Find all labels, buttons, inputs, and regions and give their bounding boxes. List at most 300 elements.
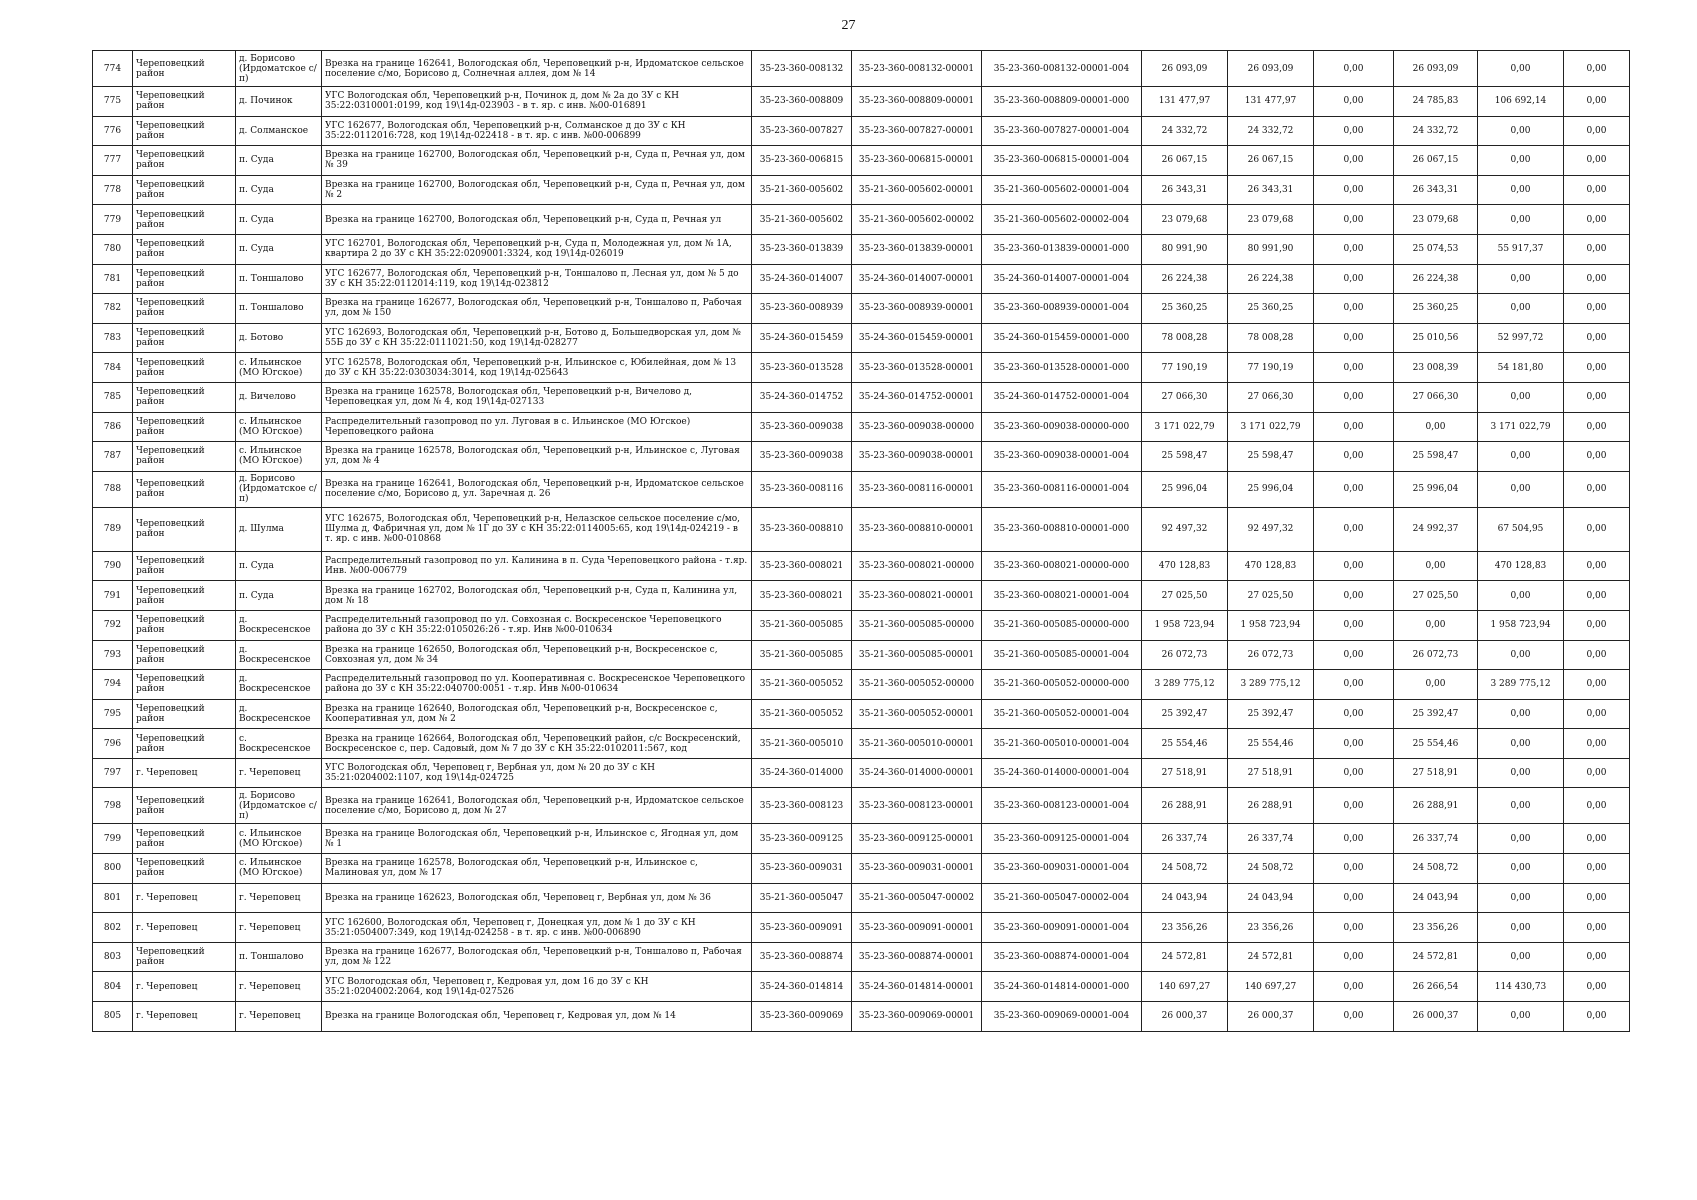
value-4-cell: 25 010,56 (1394, 323, 1478, 353)
object-code-cell: 35-24-360-014814 (752, 972, 852, 1002)
table-row (93, 146, 1630, 176)
object-code-cell: 35-23-360-008132 (752, 51, 852, 87)
locality-cell: д. Борисово (Ирдоматское с/п) (236, 51, 322, 87)
value-1-cell: 131 477,97 (1142, 87, 1228, 117)
table-row (93, 412, 1630, 442)
element-code-cell: 35-23-360-008021-00001-004 (982, 581, 1142, 611)
description-cell: УГС Вологодская обл, Череповецкий р-н, Починок д, дом № 2а до ЗУ с КН 35:22:0310001:0199, код 19\14д-023903 - в т. яр. с инв. №00-016891 (322, 87, 752, 117)
value-3-cell: 0,00 (1314, 699, 1394, 729)
district-cell: Череповецкий район (133, 234, 236, 264)
value-1-cell: 25 598,47 (1142, 442, 1228, 472)
object-code-cell: 35-24-360-014007 (752, 264, 852, 294)
district-cell: Череповецкий район (133, 729, 236, 759)
value-3-cell: 0,00 (1314, 507, 1394, 551)
value-6-cell: 0,00 (1564, 146, 1630, 176)
locality-cell: д. Воскресенское (236, 640, 322, 670)
value-5-cell: 114 430,73 (1478, 972, 1564, 1002)
value-1-cell: 26 072,73 (1142, 640, 1228, 670)
description-cell: Распределительный газопровод по ул. Кооперативная с. Воскресенское Череповецкого района до ЗУ с КН 35:22:040700:0051 - т.яр. Инв №00-010634 (322, 670, 752, 700)
element-code-cell: 35-23-360-007827-00001-004 (982, 116, 1142, 146)
description-cell: Врезка на границе 162650, Вологодская обл, Череповецкий р-н, Воскресенское с, Совхозная ул, дом № 34 (322, 640, 752, 670)
subobject-code-cell: 35-23-360-008874-00001 (852, 942, 982, 972)
subobject-code-cell: 35-21-360-005602-00002 (852, 205, 982, 235)
row-number: 798 (93, 788, 133, 824)
object-code-cell: 35-24-360-014000 (752, 758, 852, 788)
value-4-cell: 23 079,68 (1394, 205, 1478, 235)
row-number: 802 (93, 913, 133, 943)
table-row (93, 581, 1630, 611)
element-code-cell: 35-24-360-014007-00001-004 (982, 264, 1142, 294)
row-number: 792 (93, 610, 133, 640)
description-cell: УГС 162677, Вологодская обл, Череповецкий р-н, Тоншалово п, Лесная ул, дом № 5 до ЗУ с КН 35:22:0112014:119, код 19\14д-023812 (322, 264, 752, 294)
value-3-cell: 0,00 (1314, 412, 1394, 442)
value-2-cell: 25 598,47 (1228, 442, 1314, 472)
value-2-cell: 78 008,28 (1228, 323, 1314, 353)
value-6-cell: 0,00 (1564, 205, 1630, 235)
description-cell: Врезка на границе 162677, Вологодская обл, Череповецкий р-н, Тоншалово п, Рабочая ул, дом № 150 (322, 294, 752, 324)
value-5-cell: 0,00 (1478, 913, 1564, 943)
row-number: 787 (93, 442, 133, 472)
description-cell: Врезка на границе 162641, Вологодская обл, Череповецкий р-н, Ирдоматское сельское поселение с/мо, Борисово д, Солнечная аллея, дом № 14 (322, 51, 752, 87)
value-1-cell: 27 066,30 (1142, 382, 1228, 412)
element-code-cell: 35-24-360-014752-00001-004 (982, 382, 1142, 412)
value-4-cell: 24 043,94 (1394, 883, 1478, 913)
table-row (93, 175, 1630, 205)
table-row (93, 323, 1630, 353)
value-3-cell: 0,00 (1314, 442, 1394, 472)
value-5-cell: 0,00 (1478, 294, 1564, 324)
locality-cell: г. Череповец (236, 1002, 322, 1032)
value-5-cell: 0,00 (1478, 640, 1564, 670)
district-cell: Череповецкий район (133, 551, 236, 581)
value-1-cell: 24 332,72 (1142, 116, 1228, 146)
value-3-cell: 0,00 (1314, 175, 1394, 205)
value-1-cell: 25 360,25 (1142, 294, 1228, 324)
value-2-cell: 140 697,27 (1228, 972, 1314, 1002)
locality-cell: п. Суда (236, 551, 322, 581)
value-6-cell: 0,00 (1564, 234, 1630, 264)
object-code-cell: 35-23-360-008021 (752, 551, 852, 581)
value-4-cell: 27 066,30 (1394, 382, 1478, 412)
row-number: 793 (93, 640, 133, 670)
district-cell: Череповецкий район (133, 382, 236, 412)
value-2-cell: 24 508,72 (1228, 854, 1314, 884)
table-row (93, 913, 1630, 943)
description-cell: УГС 162600, Вологодская обл, Череповец г, Донецкая ул, дом № 1 до ЗУ с КН 35:21:0504007:349, код 19\14д-024258 - в т. яр. с инв. №00-006890 (322, 913, 752, 943)
description-cell: Врезка на границе 162702, Вологодская обл, Череповецкий р-н, Суда п, Калинина ул, дом № 18 (322, 581, 752, 611)
value-6-cell: 0,00 (1564, 854, 1630, 884)
value-4-cell: 24 992,37 (1394, 507, 1478, 551)
locality-cell: д. Солманское (236, 116, 322, 146)
subobject-code-cell: 35-23-360-008132-00001 (852, 51, 982, 87)
value-3-cell: 0,00 (1314, 913, 1394, 943)
value-5-cell: 0,00 (1478, 824, 1564, 854)
value-2-cell: 23 079,68 (1228, 205, 1314, 235)
value-2-cell: 3 289 775,12 (1228, 670, 1314, 700)
value-4-cell: 26 343,31 (1394, 175, 1478, 205)
value-3-cell: 0,00 (1314, 87, 1394, 117)
element-code-cell: 35-21-360-005085-00000-000 (982, 610, 1142, 640)
value-4-cell: 23 356,26 (1394, 913, 1478, 943)
locality-cell: с. Ильинское (МО Югское) (236, 412, 322, 442)
value-1-cell: 26 337,74 (1142, 824, 1228, 854)
value-4-cell: 26 224,38 (1394, 264, 1478, 294)
value-5-cell: 67 504,95 (1478, 507, 1564, 551)
value-3-cell: 0,00 (1314, 234, 1394, 264)
district-cell: г. Череповец (133, 913, 236, 943)
element-code-cell: 35-23-360-013528-00001-000 (982, 353, 1142, 383)
value-5-cell: 0,00 (1478, 116, 1564, 146)
locality-cell: п. Суда (236, 175, 322, 205)
district-cell: Череповецкий район (133, 854, 236, 884)
value-5-cell: 470 128,83 (1478, 551, 1564, 581)
registry-rows (93, 51, 1630, 1032)
value-1-cell: 26 343,31 (1142, 175, 1228, 205)
value-1-cell: 92 497,32 (1142, 507, 1228, 551)
value-5-cell: 0,00 (1478, 471, 1564, 507)
subobject-code-cell: 35-23-360-013839-00001 (852, 234, 982, 264)
district-cell: Череповецкий район (133, 294, 236, 324)
description-cell: Врезка на границе Вологодская обл, Череповецкий р-н, Ильинское с, Ягодная ул, дом № 1 (322, 824, 752, 854)
element-code-cell: 35-23-360-008809-00001-000 (982, 87, 1142, 117)
table-row (93, 442, 1630, 472)
value-3-cell: 0,00 (1314, 471, 1394, 507)
value-3-cell: 0,00 (1314, 670, 1394, 700)
element-code-cell: 35-23-360-008021-00000-000 (982, 551, 1142, 581)
locality-cell: п. Тоншалово (236, 942, 322, 972)
value-1-cell: 3 171 022,79 (1142, 412, 1228, 442)
object-code-cell: 35-23-360-009038 (752, 412, 852, 442)
value-1-cell: 25 392,47 (1142, 699, 1228, 729)
value-4-cell: 23 008,39 (1394, 353, 1478, 383)
element-code-cell: 35-21-360-005602-00002-004 (982, 205, 1142, 235)
value-4-cell: 24 508,72 (1394, 854, 1478, 884)
value-6-cell: 0,00 (1564, 294, 1630, 324)
description-cell: УГС 162693, Вологодская обл, Череповецкий р-н, Ботово д, Большедворская ул, дом № 55Б до ЗУ с КН 35:22:0111021:50, код 19\14д-028277 (322, 323, 752, 353)
row-number: 779 (93, 205, 133, 235)
value-5-cell: 0,00 (1478, 205, 1564, 235)
description-cell: Врезка на границе 162578, Вологодская обл, Череповецкий р-н, Ильинское с, Луговая ул, дом № 4 (322, 442, 752, 472)
value-6-cell: 0,00 (1564, 670, 1630, 700)
locality-cell: д. Шулма (236, 507, 322, 551)
table-row (93, 116, 1630, 146)
element-code-cell: 35-21-360-005085-00001-004 (982, 640, 1142, 670)
value-1-cell: 25 996,04 (1142, 471, 1228, 507)
locality-cell: д. Воскресенское (236, 610, 322, 640)
description-cell: УГС 162675, Вологодская обл, Череповецкий р-н, Нелазское сельское поселение с/мо, Шулма д, Фабричная ул, дом № 1Г до ЗУ с КН 35:22:0114005:65, код 19\14д-024219 - в т. яр. с инв. №00-010868 (322, 507, 752, 551)
subobject-code-cell: 35-21-360-005010-00001 (852, 729, 982, 759)
table-row (93, 382, 1630, 412)
value-4-cell: 24 785,83 (1394, 87, 1478, 117)
description-cell: Врезка на границе 162578, Вологодская обл, Череповецкий р-н, Вичелово д, Череповецкая ул, дом № 4, код 19\14д-027133 (322, 382, 752, 412)
value-4-cell: 0,00 (1394, 412, 1478, 442)
row-number: 783 (93, 323, 133, 353)
value-2-cell: 24 572,81 (1228, 942, 1314, 972)
district-cell: Череповецкий район (133, 942, 236, 972)
description-cell: УГС 162677, Вологодская обл, Череповецкий р-н, Солманское д до ЗУ с КН 35:22:0112016:728, код 19\14д-022418 - в т. яр. с инв. №00-006899 (322, 116, 752, 146)
value-6-cell: 0,00 (1564, 729, 1630, 759)
value-5-cell: 0,00 (1478, 51, 1564, 87)
value-1-cell: 80 991,90 (1142, 234, 1228, 264)
locality-cell: г. Череповец (236, 913, 322, 943)
value-1-cell: 77 190,19 (1142, 353, 1228, 383)
value-2-cell: 26 288,91 (1228, 788, 1314, 824)
value-3-cell: 0,00 (1314, 758, 1394, 788)
value-2-cell: 25 392,47 (1228, 699, 1314, 729)
value-1-cell: 27 025,50 (1142, 581, 1228, 611)
element-code-cell: 35-24-360-014000-00001-004 (982, 758, 1142, 788)
value-3-cell: 0,00 (1314, 788, 1394, 824)
object-code-cell: 35-24-360-015459 (752, 323, 852, 353)
table-row (93, 1002, 1630, 1032)
value-1-cell: 27 518,91 (1142, 758, 1228, 788)
locality-cell: г. Череповец (236, 972, 322, 1002)
row-number: 796 (93, 729, 133, 759)
value-5-cell: 1 958 723,94 (1478, 610, 1564, 640)
element-code-cell: 35-23-360-009125-00001-004 (982, 824, 1142, 854)
object-code-cell: 35-23-360-008116 (752, 471, 852, 507)
value-1-cell: 78 008,28 (1142, 323, 1228, 353)
value-2-cell: 25 554,46 (1228, 729, 1314, 759)
value-5-cell: 0,00 (1478, 854, 1564, 884)
value-3-cell: 0,00 (1314, 610, 1394, 640)
subobject-code-cell: 35-23-360-009031-00001 (852, 854, 982, 884)
value-6-cell: 0,00 (1564, 824, 1630, 854)
value-4-cell: 25 360,25 (1394, 294, 1478, 324)
district-cell: Череповецкий район (133, 116, 236, 146)
row-number: 775 (93, 87, 133, 117)
value-6-cell: 0,00 (1564, 51, 1630, 87)
value-6-cell: 0,00 (1564, 442, 1630, 472)
value-5-cell: 3 289 775,12 (1478, 670, 1564, 700)
row-number: 776 (93, 116, 133, 146)
subobject-code-cell: 35-23-360-008116-00001 (852, 471, 982, 507)
subobject-code-cell: 35-21-360-005085-00000 (852, 610, 982, 640)
element-code-cell: 35-23-360-008810-00001-000 (982, 507, 1142, 551)
value-1-cell: 24 508,72 (1142, 854, 1228, 884)
element-code-cell: 35-21-360-005047-00002-004 (982, 883, 1142, 913)
description-cell: Врезка на границе 162641, Вологодская обл, Череповецкий р-н, Ирдоматское сельское поселение с/мо, Борисово д, дом № 27 (322, 788, 752, 824)
value-4-cell: 0,00 (1394, 551, 1478, 581)
object-code-cell: 35-23-360-009031 (752, 854, 852, 884)
value-5-cell: 0,00 (1478, 942, 1564, 972)
object-code-cell: 35-23-360-008939 (752, 294, 852, 324)
element-code-cell: 35-21-360-005602-00001-004 (982, 175, 1142, 205)
value-2-cell: 25 996,04 (1228, 471, 1314, 507)
value-2-cell: 26 343,31 (1228, 175, 1314, 205)
table-row (93, 972, 1630, 1002)
value-6-cell: 0,00 (1564, 699, 1630, 729)
element-code-cell: 35-24-360-015459-00001-000 (982, 323, 1142, 353)
description-cell: Врезка на границе 162677, Вологодская обл, Череповецкий р-н, Тоншалово п, Рабочая ул, дом № 122 (322, 942, 752, 972)
value-4-cell: 25 074,53 (1394, 234, 1478, 264)
value-4-cell: 26 000,37 (1394, 1002, 1478, 1032)
value-1-cell: 25 554,46 (1142, 729, 1228, 759)
row-number: 804 (93, 972, 133, 1002)
district-cell: Череповецкий район (133, 442, 236, 472)
subobject-code-cell: 35-23-360-008810-00001 (852, 507, 982, 551)
value-2-cell: 26 093,09 (1228, 51, 1314, 87)
value-1-cell: 1 958 723,94 (1142, 610, 1228, 640)
locality-cell: с. Ильинское (МО Югское) (236, 442, 322, 472)
value-5-cell: 0,00 (1478, 883, 1564, 913)
row-number: 805 (93, 1002, 133, 1032)
value-3-cell: 0,00 (1314, 205, 1394, 235)
object-code-cell: 35-21-360-005085 (752, 640, 852, 670)
table-row (93, 729, 1630, 759)
value-6-cell: 0,00 (1564, 581, 1630, 611)
value-3-cell: 0,00 (1314, 323, 1394, 353)
value-5-cell: 0,00 (1478, 758, 1564, 788)
object-code-cell: 35-23-360-007827 (752, 116, 852, 146)
value-5-cell: 0,00 (1478, 175, 1564, 205)
row-number: 794 (93, 670, 133, 700)
subobject-code-cell: 35-21-360-005602-00001 (852, 175, 982, 205)
locality-cell: п. Суда (236, 234, 322, 264)
subobject-code-cell: 35-23-360-008021-00000 (852, 551, 982, 581)
value-4-cell: 24 332,72 (1394, 116, 1478, 146)
value-4-cell: 0,00 (1394, 670, 1478, 700)
description-cell: Распределительный газопровод по ул. Луговая в с. Ильинское (МО Югское) Череповецкого района (322, 412, 752, 442)
description-cell: УГС Вологодская обл, Череповец г, Кедровая ул, дом 16 до ЗУ с КН 35:21:0204002:2064, код 19\14д-027526 (322, 972, 752, 1002)
row-number: 791 (93, 581, 133, 611)
district-cell: Череповецкий район (133, 640, 236, 670)
row-number: 800 (93, 854, 133, 884)
subobject-code-cell: 35-23-360-008809-00001 (852, 87, 982, 117)
value-3-cell: 0,00 (1314, 551, 1394, 581)
description-cell: УГС 162578, Вологодская обл, Череповецкий р-н, Ильинское с, Юбилейная, дом № 13 до ЗУ с КН 35:22:0303034:3014, код 19\14д-025643 (322, 353, 752, 383)
value-6-cell: 0,00 (1564, 323, 1630, 353)
district-cell: Череповецкий район (133, 507, 236, 551)
description-cell: Врезка на границе 162664, Вологодская обл, Череповецкий район, с/с Воскресенский, Воскресенское с, пер. Садовый, дом № 7 до ЗУ с КН 35:22:0102011:567, код (322, 729, 752, 759)
value-5-cell: 52 997,72 (1478, 323, 1564, 353)
table-row (93, 824, 1630, 854)
locality-cell: п. Суда (236, 205, 322, 235)
district-cell: Череповецкий район (133, 146, 236, 176)
locality-cell: с. Ильинское (МО Югское) (236, 854, 322, 884)
value-4-cell: 24 572,81 (1394, 942, 1478, 972)
value-6-cell: 0,00 (1564, 972, 1630, 1002)
description-cell: Распределительный газопровод по ул. Совхозная с. Воскресенское Череповецкого района до ЗУ с КН 35:22:0105026:26 - т.яр. Инв №00-010634 (322, 610, 752, 640)
value-2-cell: 470 128,83 (1228, 551, 1314, 581)
value-3-cell: 0,00 (1314, 640, 1394, 670)
value-4-cell: 26 288,91 (1394, 788, 1478, 824)
row-number: 774 (93, 51, 133, 87)
subobject-code-cell: 35-23-360-013528-00001 (852, 353, 982, 383)
table-row (93, 87, 1630, 117)
table-row (93, 234, 1630, 264)
district-cell: г. Череповец (133, 883, 236, 913)
object-code-cell: 35-23-360-008874 (752, 942, 852, 972)
district-cell: Череповецкий район (133, 175, 236, 205)
value-1-cell: 23 356,26 (1142, 913, 1228, 943)
value-4-cell: 27 025,50 (1394, 581, 1478, 611)
table-row (93, 294, 1630, 324)
row-number: 797 (93, 758, 133, 788)
description-cell: Врезка на границе 162700, Вологодская обл, Череповецкий р-н, Суда п, Речная ул, дом № 39 (322, 146, 752, 176)
value-2-cell: 27 066,30 (1228, 382, 1314, 412)
element-code-cell: 35-23-360-006815-00001-004 (982, 146, 1142, 176)
value-6-cell: 0,00 (1564, 1002, 1630, 1032)
value-2-cell: 24 332,72 (1228, 116, 1314, 146)
value-2-cell: 80 991,90 (1228, 234, 1314, 264)
table-row (93, 883, 1630, 913)
subobject-code-cell: 35-21-360-005052-00001 (852, 699, 982, 729)
value-6-cell: 0,00 (1564, 883, 1630, 913)
locality-cell: д. Ботово (236, 323, 322, 353)
value-3-cell: 0,00 (1314, 116, 1394, 146)
subobject-code-cell: 35-23-360-009125-00001 (852, 824, 982, 854)
subobject-code-cell: 35-24-360-014752-00001 (852, 382, 982, 412)
element-code-cell: 35-23-360-009069-00001-004 (982, 1002, 1142, 1032)
table-row (93, 353, 1630, 383)
value-3-cell: 0,00 (1314, 972, 1394, 1002)
locality-cell: п. Суда (236, 581, 322, 611)
element-code-cell: 35-24-360-014814-00001-000 (982, 972, 1142, 1002)
element-code-cell: 35-23-360-009038-00001-004 (982, 442, 1142, 472)
value-3-cell: 0,00 (1314, 51, 1394, 87)
object-code-cell: 35-23-360-009091 (752, 913, 852, 943)
subobject-code-cell: 35-23-360-008021-00001 (852, 581, 982, 611)
value-2-cell: 27 518,91 (1228, 758, 1314, 788)
subobject-code-cell: 35-23-360-009038-00001 (852, 442, 982, 472)
value-6-cell: 0,00 (1564, 471, 1630, 507)
value-3-cell: 0,00 (1314, 353, 1394, 383)
value-1-cell: 24 043,94 (1142, 883, 1228, 913)
object-code-cell: 35-23-360-013839 (752, 234, 852, 264)
row-number: 795 (93, 699, 133, 729)
value-5-cell: 0,00 (1478, 729, 1564, 759)
row-number: 781 (93, 264, 133, 294)
district-cell: Череповецкий район (133, 699, 236, 729)
description-cell: УГС Вологодская обл, Череповец г, Вербная ул, дом № 20 до ЗУ с КН 35:21:0204002:1107, код 19\14д-024725 (322, 758, 752, 788)
value-4-cell: 26 266,54 (1394, 972, 1478, 1002)
description-cell: Врезка на границе 162700, Вологодская обл, Череповецкий р-н, Суда п, Речная ул, дом № 2 (322, 175, 752, 205)
value-4-cell: 26 072,73 (1394, 640, 1478, 670)
value-4-cell: 26 093,09 (1394, 51, 1478, 87)
locality-cell: п. Суда (236, 146, 322, 176)
object-code-cell: 35-23-360-008809 (752, 87, 852, 117)
value-5-cell: 0,00 (1478, 1002, 1564, 1032)
value-2-cell: 1 958 723,94 (1228, 610, 1314, 640)
object-code-cell: 35-21-360-005010 (752, 729, 852, 759)
district-cell: Череповецкий район (133, 51, 236, 87)
value-4-cell: 25 598,47 (1394, 442, 1478, 472)
description-cell: Врезка на границе 162640, Вологодская обл, Череповецкий р-н, Воскресенское с, Кооперативная ул, дом № 2 (322, 699, 752, 729)
value-1-cell: 470 128,83 (1142, 551, 1228, 581)
subobject-code-cell: 35-23-360-009091-00001 (852, 913, 982, 943)
value-5-cell: 0,00 (1478, 264, 1564, 294)
table-row (93, 471, 1630, 507)
district-cell: Череповецкий район (133, 824, 236, 854)
value-4-cell: 25 996,04 (1394, 471, 1478, 507)
value-6-cell: 0,00 (1564, 640, 1630, 670)
locality-cell: г. Череповец (236, 883, 322, 913)
district-cell: г. Череповец (133, 1002, 236, 1032)
value-2-cell: 26 067,15 (1228, 146, 1314, 176)
row-number: 790 (93, 551, 133, 581)
row-number: 780 (93, 234, 133, 264)
table-row (93, 264, 1630, 294)
value-6-cell: 0,00 (1564, 412, 1630, 442)
value-6-cell: 0,00 (1564, 551, 1630, 581)
value-3-cell: 0,00 (1314, 883, 1394, 913)
row-number: 789 (93, 507, 133, 551)
value-1-cell: 24 572,81 (1142, 942, 1228, 972)
object-code-cell: 35-23-360-008123 (752, 788, 852, 824)
subobject-code-cell: 35-24-360-014814-00001 (852, 972, 982, 1002)
value-1-cell: 23 079,68 (1142, 205, 1228, 235)
